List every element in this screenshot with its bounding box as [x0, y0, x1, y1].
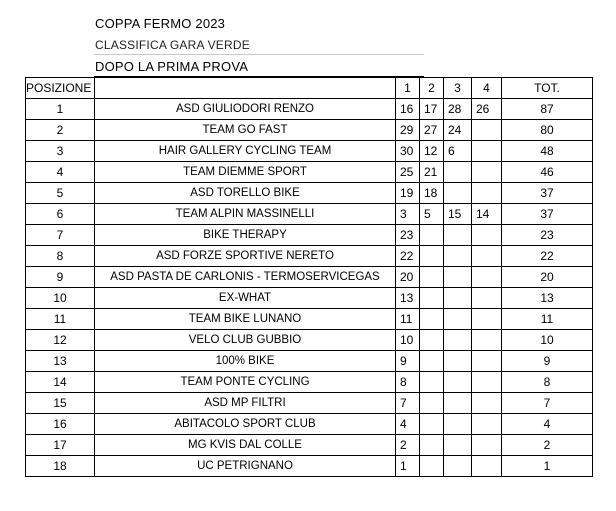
- cell-round-1: 11: [396, 309, 420, 330]
- standings-body: [26, 99, 593, 477]
- cell-round-1: 13: [396, 288, 420, 309]
- cell-round-1: 29: [396, 120, 420, 141]
- cell-position: 10: [26, 288, 95, 309]
- cell-position: 8: [26, 246, 95, 267]
- cell-round-1: 2: [396, 435, 420, 456]
- cell-total: 22: [502, 246, 593, 267]
- cell-round-2: [420, 435, 444, 456]
- cell-total: 13: [502, 288, 593, 309]
- cell-round-1: 22: [396, 246, 420, 267]
- table-row: [26, 267, 593, 288]
- cell-team: TEAM DIEMME SPORT: [95, 162, 396, 183]
- cell-round-1: 10: [396, 330, 420, 351]
- cell-round-3: [444, 351, 472, 372]
- cell-team: MG KVIS DAL COLLE: [95, 435, 396, 456]
- document-title: COPPA FERMO 2023: [95, 16, 226, 31]
- column-header-team: [95, 78, 396, 99]
- table-row: [26, 435, 593, 456]
- cell-round-1: 30: [396, 141, 420, 162]
- cell-total: 8: [502, 372, 593, 393]
- cell-total: 7: [502, 393, 593, 414]
- cell-round-2: 17: [420, 99, 444, 120]
- cell-total: 87: [502, 99, 593, 120]
- cell-round-4: [472, 162, 502, 183]
- table-header-row: [26, 78, 593, 99]
- cell-round-3: [444, 393, 472, 414]
- cell-team: EX-WHAT: [95, 288, 396, 309]
- cell-round-3: [444, 456, 472, 477]
- table-row: [26, 330, 593, 351]
- cell-position: 2: [26, 120, 95, 141]
- cell-team: ASD FORZE SPORTIVE NERETO: [95, 246, 396, 267]
- cell-round-3: [444, 414, 472, 435]
- cell-round-2: [420, 414, 444, 435]
- stage-label: DOPO LA PRIMA PROVA: [95, 59, 249, 74]
- cell-total: 37: [502, 204, 593, 225]
- cell-total: 4: [502, 414, 593, 435]
- column-header-round-4: 4: [472, 78, 502, 99]
- cell-round-4: [472, 141, 502, 162]
- cell-position: 12: [26, 330, 95, 351]
- cell-round-1: 1: [396, 456, 420, 477]
- cell-round-2: [420, 288, 444, 309]
- cell-round-3: [444, 435, 472, 456]
- cell-round-3: [444, 267, 472, 288]
- cell-round-3: 28: [444, 99, 472, 120]
- cell-position: 4: [26, 162, 95, 183]
- cell-team: ASD PASTA DE CARLONIS - TERMOSERVICEGAS: [95, 267, 396, 288]
- cell-team: ASD MP FILTRI: [95, 393, 396, 414]
- cell-round-2: [420, 456, 444, 477]
- cell-total: 37: [502, 183, 593, 204]
- table-row: [26, 351, 593, 372]
- table-row: [26, 456, 593, 477]
- cell-total: 48: [502, 141, 593, 162]
- cell-position: 3: [26, 141, 95, 162]
- table-row: [26, 288, 593, 309]
- table-row: [26, 183, 593, 204]
- cell-team: TEAM ALPIN MASSINELLI: [95, 204, 396, 225]
- document-subtitle: CLASSIFICA GARA VERDE: [95, 38, 250, 52]
- cell-total: 2: [502, 435, 593, 456]
- cell-round-3: [444, 309, 472, 330]
- cell-round-3: [444, 225, 472, 246]
- table-row: [26, 372, 593, 393]
- cell-round-1: 25: [396, 162, 420, 183]
- cell-round-1: 4: [396, 414, 420, 435]
- cell-team: UC PETRIGNANO: [95, 456, 396, 477]
- cell-round-1: 19: [396, 183, 420, 204]
- cell-position: 16: [26, 414, 95, 435]
- table-row: [26, 393, 593, 414]
- table-row: [26, 309, 593, 330]
- column-header-position: POSIZIONE: [26, 78, 95, 99]
- cell-round-2: [420, 351, 444, 372]
- cell-round-4: [472, 351, 502, 372]
- cell-total: 20: [502, 267, 593, 288]
- cell-round-1: 9: [396, 351, 420, 372]
- cell-round-4: [472, 393, 502, 414]
- cell-round-3: [444, 162, 472, 183]
- table-row: [26, 162, 593, 183]
- cell-round-4: [472, 414, 502, 435]
- cell-round-2: 5: [420, 204, 444, 225]
- table-row: [26, 141, 593, 162]
- cell-round-3: [444, 183, 472, 204]
- cell-round-4: [472, 456, 502, 477]
- cell-total: 1: [502, 456, 593, 477]
- cell-round-2: 12: [420, 141, 444, 162]
- cell-team: VELO CLUB GUBBIO: [95, 330, 396, 351]
- cell-round-2: [420, 225, 444, 246]
- cell-round-4: [472, 288, 502, 309]
- cell-position: 11: [26, 309, 95, 330]
- cell-round-4: [472, 225, 502, 246]
- cell-round-2: [420, 246, 444, 267]
- column-header-round-2: 2: [420, 78, 444, 99]
- cell-round-2: [420, 372, 444, 393]
- cell-team: TEAM BIKE LUNANO: [95, 309, 396, 330]
- cell-round-1: 23: [396, 225, 420, 246]
- cell-round-4: [472, 183, 502, 204]
- cell-total: 11: [502, 309, 593, 330]
- cell-round-4: [472, 246, 502, 267]
- table-row: [26, 120, 593, 141]
- column-header-round-3: 3: [444, 78, 472, 99]
- subtitle-divider: [94, 54, 424, 55]
- cell-team: 100% BIKE: [95, 351, 396, 372]
- cell-position: 17: [26, 435, 95, 456]
- cell-total: 10: [502, 330, 593, 351]
- cell-round-3: [444, 246, 472, 267]
- cell-round-1: 7: [396, 393, 420, 414]
- cell-total: 46: [502, 162, 593, 183]
- cell-team: BIKE THERAPY: [95, 225, 396, 246]
- cell-round-1: 16: [396, 99, 420, 120]
- cell-team: ABITACOLO SPORT CLUB: [95, 414, 396, 435]
- standings-table: [25, 77, 593, 477]
- cell-position: 7: [26, 225, 95, 246]
- cell-round-3: [444, 372, 472, 393]
- cell-position: 15: [26, 393, 95, 414]
- cell-round-4: [472, 120, 502, 141]
- cell-round-1: 8: [396, 372, 420, 393]
- cell-position: 13: [26, 351, 95, 372]
- table-row: [26, 246, 593, 267]
- cell-total: 9: [502, 351, 593, 372]
- cell-team: TEAM PONTE CYCLING: [95, 372, 396, 393]
- column-header-round-1: 1: [396, 78, 420, 99]
- table-row: [26, 99, 593, 120]
- cell-team: HAIR GALLERY CYCLING TEAM: [95, 141, 396, 162]
- cell-position: 5: [26, 183, 95, 204]
- cell-round-2: [420, 309, 444, 330]
- cell-round-2: [420, 393, 444, 414]
- cell-round-3: 6: [444, 141, 472, 162]
- cell-round-1: 3: [396, 204, 420, 225]
- cell-round-4: [472, 330, 502, 351]
- cell-round-4: 14: [472, 204, 502, 225]
- column-header-total: TOT.: [502, 78, 593, 99]
- cell-round-4: [472, 309, 502, 330]
- cell-round-2: 21: [420, 162, 444, 183]
- cell-round-4: [472, 267, 502, 288]
- cell-team: TEAM GO FAST: [95, 120, 396, 141]
- cell-round-2: 27: [420, 120, 444, 141]
- cell-position: 18: [26, 456, 95, 477]
- cell-round-4: [472, 435, 502, 456]
- cell-position: 14: [26, 372, 95, 393]
- cell-round-3: 15: [444, 204, 472, 225]
- cell-position: 1: [26, 99, 95, 120]
- cell-round-3: [444, 288, 472, 309]
- cell-position: 9: [26, 267, 95, 288]
- cell-round-1: 20: [396, 267, 420, 288]
- cell-round-2: [420, 267, 444, 288]
- cell-round-2: [420, 330, 444, 351]
- table-row: [26, 414, 593, 435]
- cell-round-3: 24: [444, 120, 472, 141]
- cell-team: ASD TORELLO BIKE: [95, 183, 396, 204]
- table-row: [26, 204, 593, 225]
- cell-total: 23: [502, 225, 593, 246]
- cell-round-2: 18: [420, 183, 444, 204]
- table-row: [26, 225, 593, 246]
- cell-round-4: [472, 372, 502, 393]
- cell-round-4: 26: [472, 99, 502, 120]
- cell-team: ASD GIULIODORI RENZO: [95, 99, 396, 120]
- cell-total: 80: [502, 120, 593, 141]
- cell-round-3: [444, 330, 472, 351]
- cell-position: 6: [26, 204, 95, 225]
